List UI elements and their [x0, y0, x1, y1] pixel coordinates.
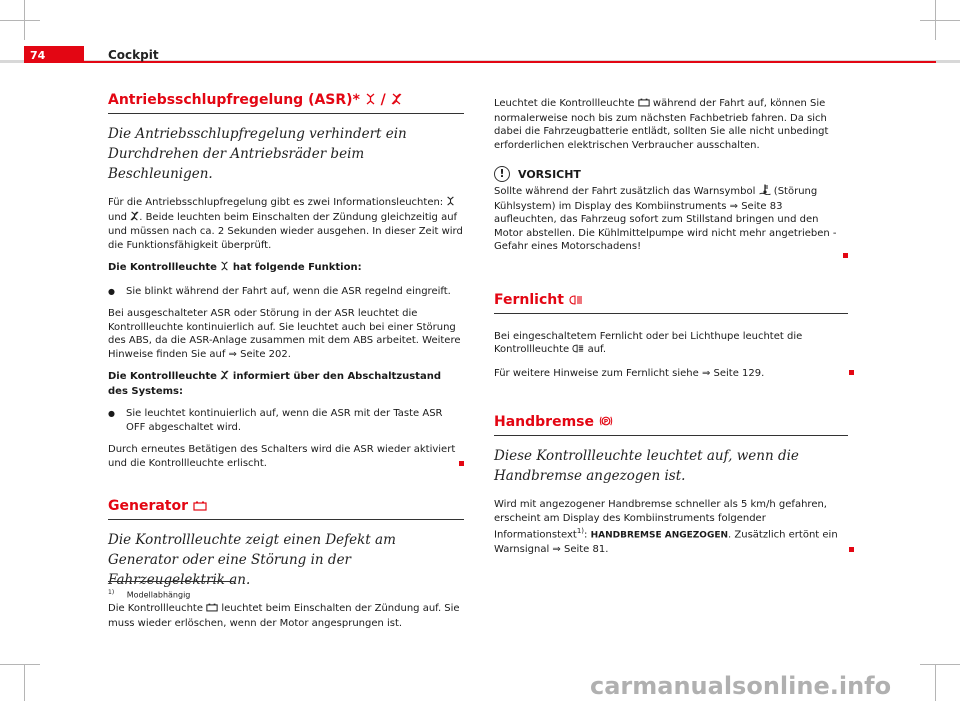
- fernlicht-paragraph-1: [494, 330, 848, 358]
- battery-icon: [206, 603, 218, 617]
- asr-icon: [365, 93, 376, 109]
- chapter-title: Cockpit: [108, 48, 159, 62]
- crop-mark: [24, 664, 25, 701]
- crop-mark: [920, 20, 960, 21]
- coolant-icon: [759, 184, 771, 200]
- asr-h1-text-a: Die Kontrollleuchte: [108, 262, 217, 273]
- high-beam-icon: [572, 344, 584, 358]
- asr-heading-text: Antriebsschlupfregelung (ASR)*: [108, 92, 360, 108]
- section-end-marker: [849, 547, 854, 552]
- handbremse-heading: [494, 414, 848, 436]
- generator-p1-text-a: Die Kontrollleuchte: [108, 603, 203, 614]
- asr-h2-text-b: informiert über den Abschaltzustand des Systems:: [108, 371, 441, 397]
- asr-paragraph-1: [108, 196, 464, 252]
- fernlicht-p1-text-b: auf.: [587, 344, 606, 355]
- asr-off-icon: [391, 93, 402, 109]
- generator-heading-text: Generator: [108, 498, 189, 514]
- high-beam-icon: [569, 293, 583, 309]
- battery-icon: [193, 499, 207, 515]
- section-end-marker: [843, 253, 848, 258]
- left-column: [108, 92, 464, 639]
- asr-heading: [108, 92, 464, 114]
- page-number: 74: [30, 49, 46, 62]
- section-end-marker: [849, 370, 854, 375]
- handbremse-p1-text-c: . Zusätzlich ertönt ein Warnsignal ⇒ Seite 81.: [494, 529, 838, 555]
- asr-icon: [446, 196, 455, 211]
- crop-mark: [0, 664, 40, 665]
- warning-icon: !: [494, 166, 510, 182]
- caution-text: [494, 184, 848, 254]
- generator-cont-text-a: Leuchtet die Kontrollleuchte: [494, 98, 635, 109]
- asr-p1-text-b: und: [108, 211, 128, 223]
- handbremse-p1-text-b: :: [584, 529, 588, 541]
- footnote-rule: [108, 581, 234, 582]
- crop-mark: [935, 0, 936, 40]
- asr-bullet-2: ● Sie leuchtet kontinuierlich auf, wenn die ASR mit der Taste ASR OFF abgeschaltet wird.: [108, 407, 464, 434]
- svg-text:(P): (P): [600, 418, 611, 426]
- asr-off-icon: [130, 211, 139, 226]
- asr-off-icon: [220, 370, 229, 385]
- fernlicht-heading-text: Fernlicht: [494, 291, 564, 308]
- footnote-text: Modellabhängig: [126, 590, 191, 600]
- asr-p1-text-a: Für die Antriebsschlupfregelung gibt es zwei Informationsleuchten:: [108, 197, 444, 208]
- handbremse-heading-text: Handbremse: [494, 414, 594, 430]
- handbremse-p1-text-a: Wird mit angezogener Handbremse schneller als 5 km/h gefahren, erscheint am Display des Kombiinstruments folgender Informationstext: [494, 499, 827, 541]
- caution-text-a: Sollte während der Fahrt zusätzlich das Warnsymbol: [494, 186, 756, 197]
- fernlicht-p2-text: Für weitere Hinweise zum Fernlicht siehe ⇒ Seite 129.: [494, 367, 765, 379]
- caution-title: VORSICHT: [518, 167, 581, 181]
- generator-continued: [494, 97, 848, 152]
- asr-subheading-2: [108, 370, 464, 398]
- crop-mark: [0, 20, 40, 21]
- caution-heading: [494, 166, 848, 182]
- fernlicht-paragraph-2: [494, 367, 848, 381]
- header-accent-line: [24, 61, 936, 63]
- right-column: [494, 97, 848, 565]
- generator-cont-text-b: während der Fahrt auf, können Sie normalerweise noch bis zum nächsten Fachbetrieb fahren. Da sich dabei die Fahrzeugbatterie entlädt, sollten Sie alle nicht unbedingt erforderlichen elektrischen Verbraucher ausschalten.: [494, 98, 829, 151]
- generator-lead: Die Kontrollleuchte zeigt einen Defekt am Generator oder eine Störung in der Fahrzeugelektrik an.: [108, 532, 396, 588]
- crop-mark: [24, 0, 25, 40]
- section-end-marker: [459, 461, 464, 466]
- asr-heading-sep: /: [380, 92, 386, 108]
- asr-p3-text: Durch erneutes Betätigen des Schalters wird die ASR wieder aktiviert und die Kontrollleuchte erlischt.: [108, 444, 456, 469]
- asr-icon: [220, 261, 229, 276]
- asr-p1-text-c: . Beide leuchten beim Einschalten der Zündung gleichzeitig auf und müssen nach ca. 2 Sekunden wieder ausgehen. In dieser Zeit wird die Funktionsfähigkeit überprüft.: [108, 211, 463, 251]
- fernlicht-p1-text-a: Bei eingeschaltetem Fernlicht oder bei Lichthupe leuchtet die Kontrollleuchte: [494, 330, 803, 355]
- asr-paragraph-2: Bei ausgeschalteter ASR oder Störung in der ASR leuchtet die Kontrollleuchte kontinuierlich auf. Sie leuchtet auch bei einer Störung des ABS, da die ASR-Anlage zusammen mit dem ABS arbeitet. Weitere Hinweise finden Sie auf ⇒ Seite 202.: [108, 308, 461, 360]
- handbrake-icon: [599, 415, 613, 431]
- crop-mark: [920, 664, 960, 665]
- asr-lead: Die Antriebsschlupfregelung verhindert ein Durchdrehen der Antriebsräder beim Beschleunigen.: [108, 126, 407, 182]
- battery-icon: [638, 98, 650, 112]
- caution-box: [494, 166, 848, 254]
- asr-subheading-1: [108, 261, 464, 276]
- asr-h2-text-a: Die Kontrollleuchte: [108, 371, 217, 382]
- handbremse-paragraph-1: [494, 498, 848, 556]
- display-message: HANDBREMSE ANGEZOGEN: [590, 530, 729, 541]
- generator-paragraph-1: [108, 602, 464, 630]
- asr-bullet-1: ● Sie blinkt während der Fahrt auf, wenn die ASR regelnd eingreift.: [108, 285, 464, 299]
- generator-p1-text-b: leuchtet beim Einschalten der Zündung auf. Sie muss wieder erlöschen, wenn der Motor angesprungen ist.: [108, 603, 460, 629]
- footnote-mark: 1): [108, 589, 115, 596]
- fernlicht-heading: [494, 292, 848, 314]
- crop-mark: [935, 664, 936, 701]
- generator-heading: [108, 498, 464, 520]
- caution-text-b: (Störung Kühlsystem) im Display des Kombiinstruments ⇒ Seite 83 aufleuchten, das Fahrzeug sofort zum Stillstand bringen und den Motor abstellen. Die Kühlmittelpumpe wird nicht mehr angetrieben - Gefahr eines Motorschadens!: [494, 186, 837, 252]
- footnote: [108, 589, 190, 600]
- asr-paragraph-3: [108, 443, 464, 470]
- watermark: carmanualsonline.info: [590, 672, 892, 700]
- footnote-ref[interactable]: 1): [576, 527, 585, 535]
- handbremse-lead: Diese Kontrollleuchte leuchtet auf, wenn die Handbremse angezogen ist.: [494, 448, 799, 484]
- asr-h1-text-b: hat folgende Funktion:: [232, 262, 362, 273]
